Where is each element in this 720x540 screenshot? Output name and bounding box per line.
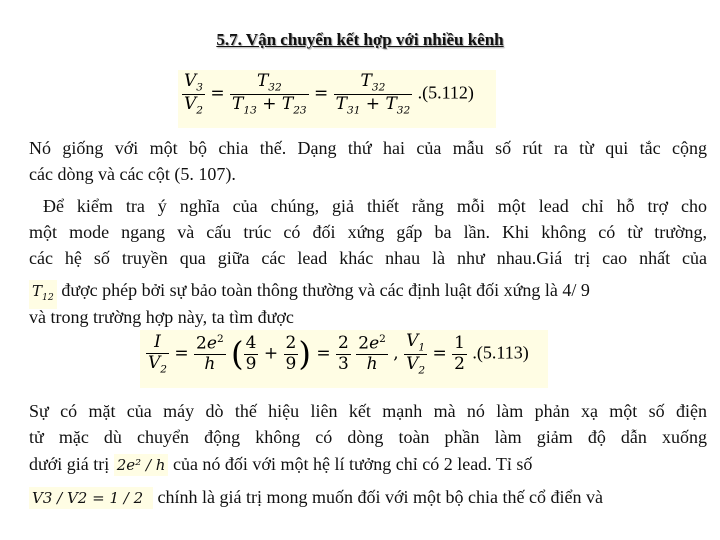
paragraph-3-line-3-a: dưới giá trị — [29, 454, 110, 474]
paragraph-2-line-4-text: được phép bởi sự bảo toàn thông thường và các định luật đối xứng là 4/ 9 — [61, 280, 590, 300]
symbol-t12-box: $T_{12}$ — [29, 280, 57, 309]
equation-5-113: $\frac{I}{V_2}$ = $\frac{2e^2}{h}$ ( $\frac{4}{9}$ + $\frac{2}{9}$ ) = $\frac{2}{3}$ $\frac{2e^2}{h}$ , $\frac{V_1}{V_2}$ = $\frac{1}{2}$ .(5.113) — [148, 331, 529, 376]
paragraph-2-line-2: một mode ngang và cấu trúc có đối xứng gấp ba lần. Khi không có từ trường, — [29, 222, 707, 242]
inline-formula-v3-v2: V3 / V2 = 1 / 2 — [29, 487, 153, 509]
paragraph-3-line-3-b: của nó đối với một hệ lí tưởng chỉ có 2 lead. Tỉ số — [172, 454, 533, 474]
equation-5-112-number: .(5.112) — [417, 82, 474, 103]
paragraph-1-line-2: các dòng và các cột (5. 107). — [29, 164, 236, 184]
paragraph-1-line-1: Nó giống với một bộ chia thế. Dạng thứ hai của mẫu số rút ra từ qui tắc cộng — [29, 138, 707, 158]
paragraph-3-line-4 — [29, 484, 719, 510]
paragraph-2-line-1: Để kiểm tra ý nghĩa của chúng, giả thiết rằng mỗi một lead chỉ hỗ trợ cho — [43, 196, 707, 216]
paragraph-2-line-3: các hệ số truyền qua giữa các lead khác nhau là như nhau.Giá trị cao nhất của — [29, 248, 707, 268]
equation-5-113-number: .(5.113) — [472, 342, 529, 363]
paragraph-3-line-2: tử mặc dù chuyển động không có dòng toàn phần làm giảm độ dẫn xuống — [29, 427, 707, 447]
paragraph-3-line-3 — [29, 451, 719, 477]
equation-5-112: $\frac{V_3}{V_2}$ = $\frac{T_{32}}{T_{13} + T_{23}}$ = $\frac{T_{32}}{T_{31} + T_{32}}$ .(5.112) — [184, 71, 474, 116]
paragraph-3-line-4-text: chính là giá trị mong muốn đối với một bộ chia thế cổ điển và — [157, 487, 603, 507]
paragraph-3-line-1: Sự có mặt của máy dò thế hiệu liên kết mạnh mà nó làm phản xạ một số điện — [29, 401, 707, 421]
section-heading: 5.7. Vận chuyển kết hợp với nhiều kênh — [216, 30, 504, 49]
inline-formula-2e2-h: 2e² / h — [114, 454, 169, 476]
paragraph-2-line-5: và trong trường hợp này, ta tìm được — [29, 307, 294, 327]
